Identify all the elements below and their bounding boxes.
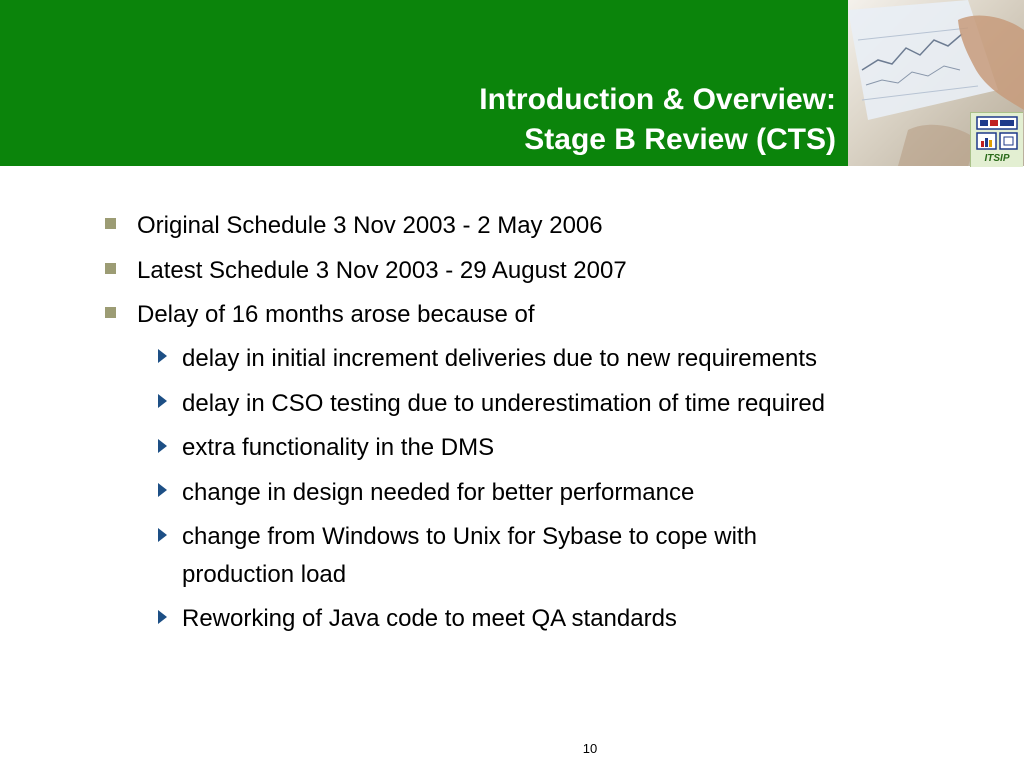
arrow-bullet-icon [158,610,167,624]
arrow-bullet-icon [158,439,167,453]
sub-bullet-item: Reworking of Java code to meet QA standards [182,605,677,632]
square-bullet-icon [105,218,116,229]
sub-bullet-item: delay in CSO testing due to underestimation of time required [182,390,826,417]
bullet-item: Latest Schedule 3 Nov 2003 - 29 August 2007 [137,257,627,284]
sub-bullet-item: change from Windows to Unix for Sybase to cope with [182,523,757,550]
page-number: 10 [582,741,598,756]
arrow-bullet-icon [158,394,167,408]
arrow-bullet-icon [158,349,167,363]
logo-label: ITSIP [984,153,1010,164]
title-banner [0,0,848,166]
sub-bullet-continuation: production load [182,561,347,588]
arrow-bullet-icon [158,528,167,542]
bullet-item: Delay of 16 months arose because of [137,301,535,328]
slide-title [479,80,836,160]
logo-graphic-icon [971,113,1023,153]
slide-title-line1: Introduction & Overview: [479,83,836,116]
slide-title-line2: Stage B Review (CTS) [524,123,836,156]
sub-bullet-item: change in design needed for better performance [182,479,695,506]
bullet-item: Original Schedule 3 Nov 2003 - 2 May 2006 [137,212,603,239]
sub-bullet-item: extra functionality in the DMS [182,434,495,461]
square-bullet-icon [105,263,116,274]
sub-bullet-item: delay in initial increment deliveries due to new requirements [182,345,817,372]
itsip-logo [970,112,1023,167]
arrow-bullet-icon [158,483,167,497]
square-bullet-icon [105,307,116,318]
